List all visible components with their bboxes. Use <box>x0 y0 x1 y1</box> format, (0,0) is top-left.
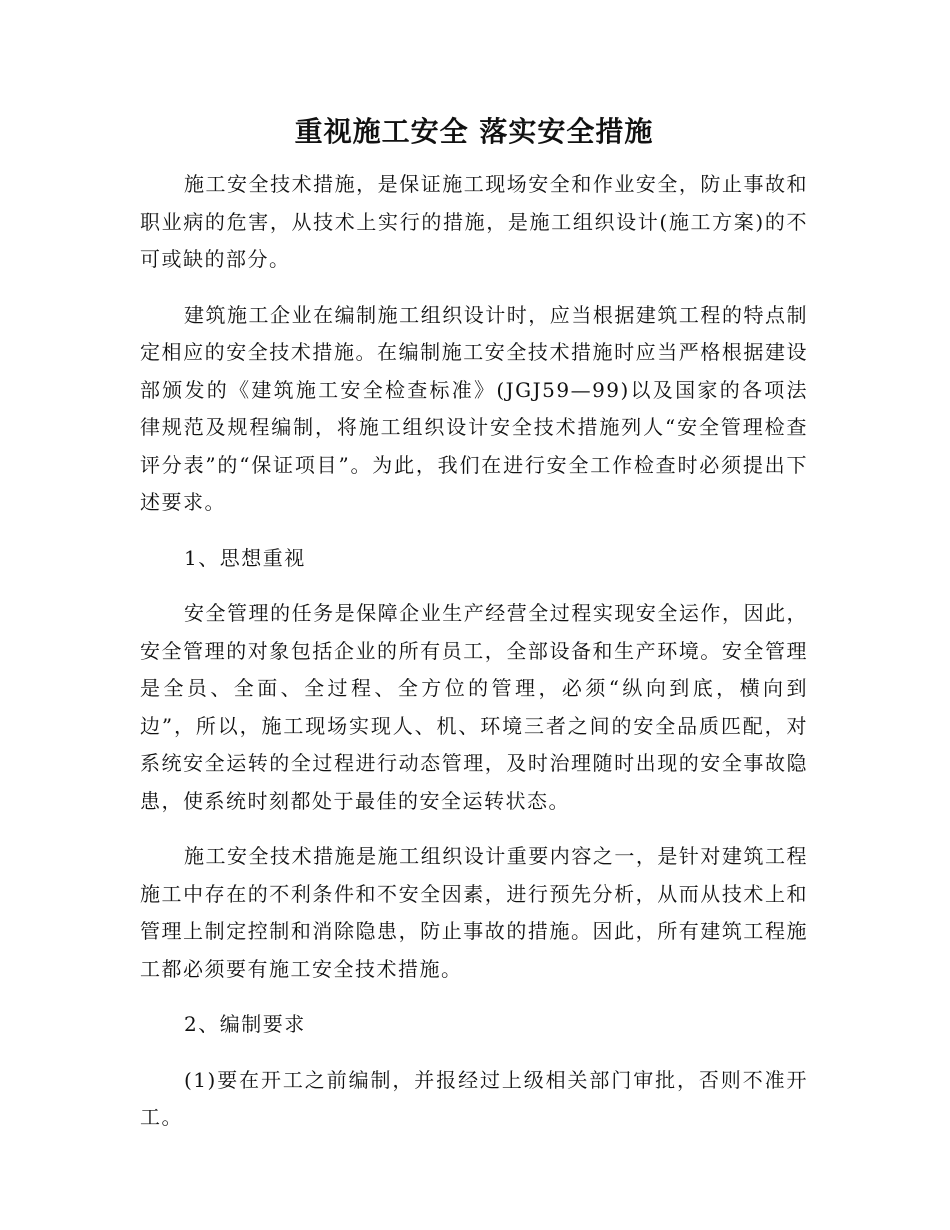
paragraph-safety-management: 安全管理的任务是保障企业生产经营全过程实现安全运作，因此，安全管理的对象包括企业的所有员工，全部设备和生产环境。安全管理是全员、全面、全过程、全方位的管理，必须“纵向到底，横向到边”，所以，施工现场实现人、机、环境三者之间的安全品质匹配，对系统安全运转的全过程进行动态管理，及时治理随时出现的安全事故隐患，使系统时刻都处于最佳的安全运转状态。 <box>140 601 808 813</box>
paragraph-requirements: 建筑施工企业在编制施工组织设计时，应当根据建筑工程的特点制定相应的安全技术措施。在编制施工安全技术措施时应当严格根据建设部颁发的《建筑施工安全检查标准》(JGJ59—99)以及国家的各项法律规范及规程编制，将施工组织设计安全技术措施列人“安全管理检查评分表”的“保证项目”。为此，我们在进行安全工作检查时必须提出下述要求。 <box>140 302 808 514</box>
paragraph-item-1: (1)要在开工之前编制，并报经过上级相关部门审批，否则不准开工。 <box>140 1067 808 1129</box>
paragraph-intro: 施工安全技术措施，是保证施工现场安全和作业安全，防止事故和职业病的危害，从技术上实行的措施，是施工组织设计(施工方案)的不可或缺的部分。 <box>140 172 808 271</box>
document-title: 重视施工安全 落实安全措施 <box>294 115 654 148</box>
section-heading-1: 1、思想重视 <box>184 545 306 570</box>
section-heading-2: 2、编制要求 <box>184 1012 306 1036</box>
document-page <box>140 112 808 1155</box>
paragraph-technical-measures: 施工安全技术措施是施工组织设计重要内容之一，是针对建筑工程施工中存在的不利条件和不安全因素，进行预先分析，从而从技术上和管理上制定控制和消除隐患，防止事故的措施。因此，所有建筑工程施工都必须要有施工安全技术措施。 <box>140 844 808 981</box>
